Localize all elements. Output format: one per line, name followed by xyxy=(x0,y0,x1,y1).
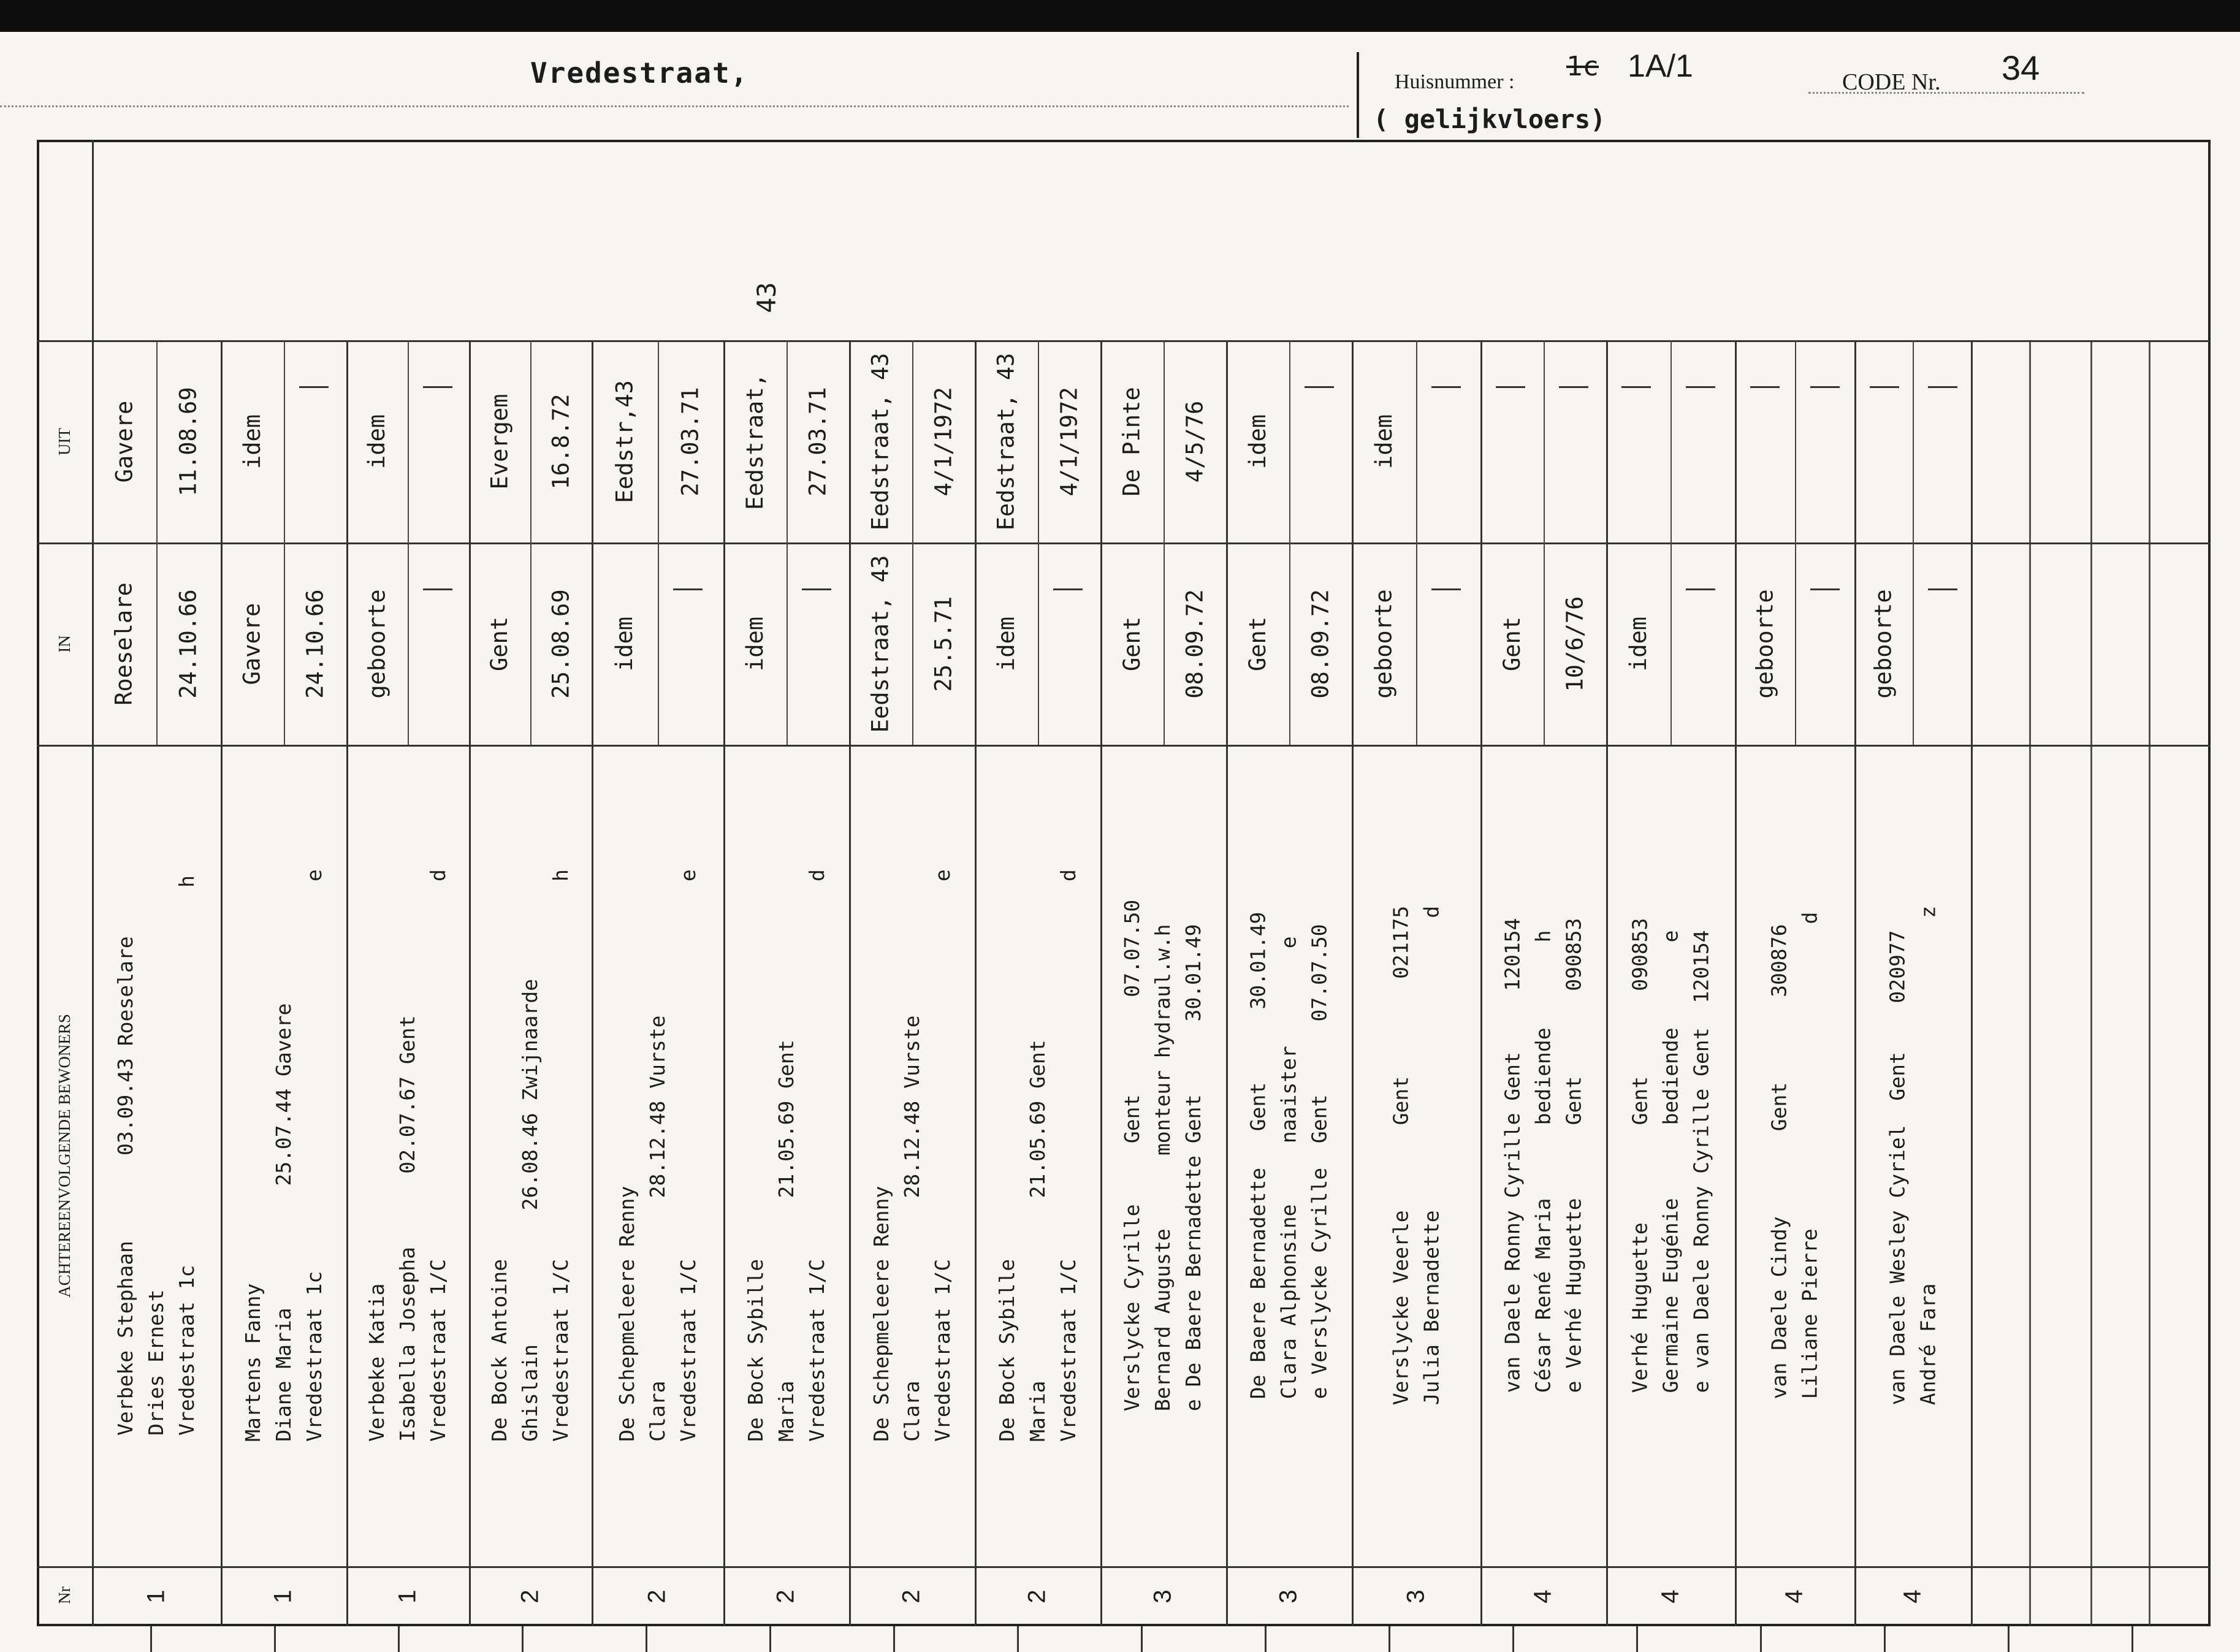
row-number: 4 xyxy=(1781,1589,1808,1604)
row-in-date: 08.09.72 xyxy=(1181,588,1208,699)
row-number: 4 xyxy=(1530,1589,1556,1604)
column-line xyxy=(2029,340,2031,1626)
row-in-place: idem xyxy=(1625,616,1651,671)
row-number: 2 xyxy=(644,1589,671,1604)
row-in-place: idem xyxy=(741,616,768,671)
row-in-date: 08.09.72 xyxy=(1307,588,1334,699)
column-line xyxy=(2090,340,2092,1626)
empty-cell-dash xyxy=(1686,386,1715,388)
row-out-date: 11.08.69 xyxy=(175,386,202,497)
row-in-date xyxy=(1416,542,1480,745)
row-in-date xyxy=(658,542,724,745)
row-in-place: geboorte xyxy=(1751,588,1778,699)
row-out-place: Eedstraat, 43 xyxy=(867,352,894,530)
row-number: 3 xyxy=(1275,1589,1302,1604)
row-resident: De Schepmeleere Renny Clara 28.12.48 Vurste Vredestraat 1/C e xyxy=(614,869,700,1442)
row-in-date xyxy=(1913,542,1971,745)
row-resident: De Bock Antoine Ghislain 26.08.46 Zwijnaarde Vredestraat 1/C h xyxy=(487,869,573,1442)
empty-cell-dash xyxy=(1928,588,1957,590)
row-in-place: geboorte xyxy=(1371,588,1397,699)
row-out-date: 4/1/1972 xyxy=(1056,386,1083,497)
row-resident: De Bock Sybille Maria 21.05.69 Gent Vredestraat 1/C d xyxy=(994,869,1080,1442)
row-number: 2 xyxy=(898,1589,925,1604)
bottom-tick xyxy=(1884,1626,1886,1652)
row-resident: Verhé Huguette Gent 090853 Germaine Eugénie bediende e e van Daele Ronny Cyrille Gent 120154 xyxy=(1628,918,1713,1393)
column-header-in: IN xyxy=(55,634,74,653)
row-out-date: 4/5/76 xyxy=(1181,400,1208,482)
row-resident: van Daele Cindy Gent 300876 Liliane Pierre d xyxy=(1767,912,1822,1399)
row-out-place xyxy=(1854,340,1913,542)
empty-cell-dash xyxy=(1750,386,1780,388)
empty-cell-dash xyxy=(1305,386,1334,388)
row-out-place: Eedstraat, 43 xyxy=(992,352,1019,530)
row-resident: Verbeke Katia Isabella Josepha 02.07.67 Gent Vredestraat 1/C d xyxy=(365,869,450,1442)
row-in-place: geboorte xyxy=(364,588,390,699)
empty-cell-dash xyxy=(423,588,452,590)
row-number: 1 xyxy=(270,1589,297,1604)
row-out-place xyxy=(1480,340,1544,542)
house-number-struck: 1c xyxy=(1566,51,1599,82)
empty-cell-dash xyxy=(299,386,329,388)
row-out-date: 4/1/1972 xyxy=(930,386,957,497)
bottom-tick xyxy=(274,1626,276,1652)
bottom-tick xyxy=(1265,1626,1267,1652)
row-in-date xyxy=(1795,542,1855,745)
row-number: 2 xyxy=(772,1589,799,1604)
row-in-place: Gent xyxy=(1118,616,1145,671)
row-in-date xyxy=(787,542,850,745)
bottom-tick xyxy=(150,1626,152,1652)
bottom-tick xyxy=(769,1626,771,1652)
bottom-tick xyxy=(2131,1626,2133,1652)
bottom-tick xyxy=(522,1626,524,1652)
row-in-date: 25.08.69 xyxy=(547,588,574,699)
row-out-date: 27.03.71 xyxy=(804,386,831,497)
bottom-tick xyxy=(1760,1626,1762,1652)
column-header-uit: UIT xyxy=(55,427,74,455)
row-out-place xyxy=(1735,340,1795,542)
row-in-date: 10/6/76 xyxy=(1561,596,1588,691)
column-line xyxy=(2149,340,2150,1626)
row-out-place: idem xyxy=(238,414,265,469)
floor-label: ( gelijkvloers) xyxy=(1373,104,1606,134)
row-out-place xyxy=(1606,340,1670,542)
dotted-rule xyxy=(0,105,1349,107)
empty-cell-dash xyxy=(423,386,452,388)
row-out-place: Eedstraat, xyxy=(741,373,768,510)
row-out-place: Gavere xyxy=(111,400,137,482)
row-resident: De Bock Sybille Maria 21.05.69 Gent Vredestraat 1/C d xyxy=(743,869,829,1442)
row-resident: van Daele Wesley Cyriel Gent 020977 André Fara z xyxy=(1885,905,1940,1406)
row-resident: Verslycke Veerle Gent 021175 Julia Bernadette d xyxy=(1389,905,1444,1406)
row-in-place: Eedstraat, 43 xyxy=(867,555,894,733)
bottom-tick xyxy=(398,1626,400,1652)
row-out-place: De Pinte xyxy=(1118,386,1145,497)
empty-cell-dash xyxy=(1810,588,1840,590)
row-in-place: Gavere xyxy=(238,603,265,685)
row-out-date xyxy=(284,340,347,542)
row-number: 2 xyxy=(516,1589,544,1604)
column-header-residents: ACHTEREENVOLGENDE BEWONERS xyxy=(55,1013,74,1298)
empty-cell-dash xyxy=(1559,386,1588,388)
row-out-date: 27.03.71 xyxy=(677,386,704,497)
row-in-place: idem xyxy=(992,616,1019,671)
bottom-tick xyxy=(1389,1626,1390,1652)
empty-cell-dash xyxy=(1870,386,1899,388)
row-out-date xyxy=(1289,340,1352,542)
bottom-tick xyxy=(1141,1626,1143,1652)
row-in-date: 25.5.71 xyxy=(930,596,957,691)
row-out-place: Evergem xyxy=(486,394,513,489)
row-resident: De Schepmeleere Renny Clara 28.12.48 Vurste Vredestraat 1/C e xyxy=(869,869,954,1442)
row-out-date xyxy=(1913,340,1971,542)
top-note: 43 xyxy=(751,281,782,313)
row-out-place: idem xyxy=(364,414,390,469)
bottom-tick xyxy=(1512,1626,1514,1652)
header-separator xyxy=(1357,52,1359,138)
house-number-label: Huisnummer : xyxy=(1395,70,1515,93)
row-number: 2 xyxy=(1024,1589,1051,1604)
column-header-nr: Nr xyxy=(55,1586,74,1604)
row-out-date xyxy=(408,340,469,542)
row-number: 3 xyxy=(1149,1589,1176,1604)
code-number: 34 xyxy=(2002,48,2040,87)
street-name: Vredestraat, xyxy=(530,56,749,89)
row-out-place: idem xyxy=(1244,414,1271,469)
row-resident: De Baere Bernadette Gent 30.01.49 Clara Alphonsine naaister e e Verslycke Cyrille Gent 07.07.50 xyxy=(1246,912,1331,1399)
row-number: 4 xyxy=(1899,1589,1926,1604)
empty-cell-dash xyxy=(1431,386,1461,388)
empty-cell-dash xyxy=(1686,588,1715,590)
row-in-place: Gent xyxy=(1244,616,1271,671)
house-number: 1A/1 xyxy=(1628,48,1693,84)
row-resident: Verbeke Stephaan 03.09.43 Roeselare Dries Ernest Vredestraat 1c h xyxy=(113,875,199,1436)
empty-cell-dash xyxy=(673,588,703,590)
row-out-date xyxy=(1670,340,1735,542)
row-in-date xyxy=(1038,542,1101,745)
row-number: 3 xyxy=(1402,1589,1430,1604)
empty-cell-dash xyxy=(1496,386,1525,388)
row-out-place: Eedstr,43 xyxy=(611,379,638,503)
bottom-tick xyxy=(1636,1626,1638,1652)
bottom-tick xyxy=(2008,1626,2010,1652)
bottom-tick xyxy=(646,1626,647,1652)
empty-cell-dash xyxy=(1621,386,1651,388)
empty-cell-dash xyxy=(1431,588,1461,590)
row-out-date xyxy=(1795,340,1855,542)
row-resident: Verslycke Cyrille Gent 07.07.50 Bernard Auguste monteur hydraul.w.h e De Baere Bernadette Gent 30.01.49 xyxy=(1120,899,1206,1412)
row-in-place: geboorte xyxy=(1870,588,1897,699)
row-in-place: Roeselare xyxy=(111,582,138,706)
row-in-place: idem xyxy=(611,616,638,671)
row-in-place: Gent xyxy=(486,616,513,671)
row-out-place: idem xyxy=(1370,414,1397,469)
empty-cell-dash xyxy=(1053,588,1083,590)
empty-cell-dash xyxy=(1928,386,1957,388)
code-dotted-rule xyxy=(1808,92,2084,94)
row-in-date: 24.10.66 xyxy=(302,588,329,699)
row-out-date xyxy=(1416,340,1480,542)
scan-top-border xyxy=(0,0,2240,32)
row-in-date xyxy=(1670,542,1735,745)
row-out-date: 16.8.72 xyxy=(547,394,574,489)
empty-cell-dash xyxy=(802,588,831,590)
bottom-tick xyxy=(893,1626,895,1652)
row-resident: Martens Fanny Diane Maria 25.07.44 Gavere Vredestraat 1c e xyxy=(240,869,326,1442)
row-in-date xyxy=(408,542,469,745)
empty-cell-dash xyxy=(1810,386,1840,388)
row-number: 1 xyxy=(142,1589,170,1604)
row-in-place: Gent xyxy=(1498,616,1525,671)
bottom-tick xyxy=(1017,1626,1019,1652)
row-resident: van Daele Ronny Cyrille Gent 120154 César René Maria bediende h e Verhé Huguette Gent 090853 xyxy=(1500,918,1586,1393)
row-in-date: 24.10.66 xyxy=(175,588,202,699)
row-number: 1 xyxy=(394,1589,421,1604)
column-line xyxy=(1971,340,1973,1626)
row-out-date xyxy=(1544,340,1607,542)
code-label: CODE Nr. xyxy=(1842,69,1941,95)
row-number: 4 xyxy=(1656,1589,1684,1604)
